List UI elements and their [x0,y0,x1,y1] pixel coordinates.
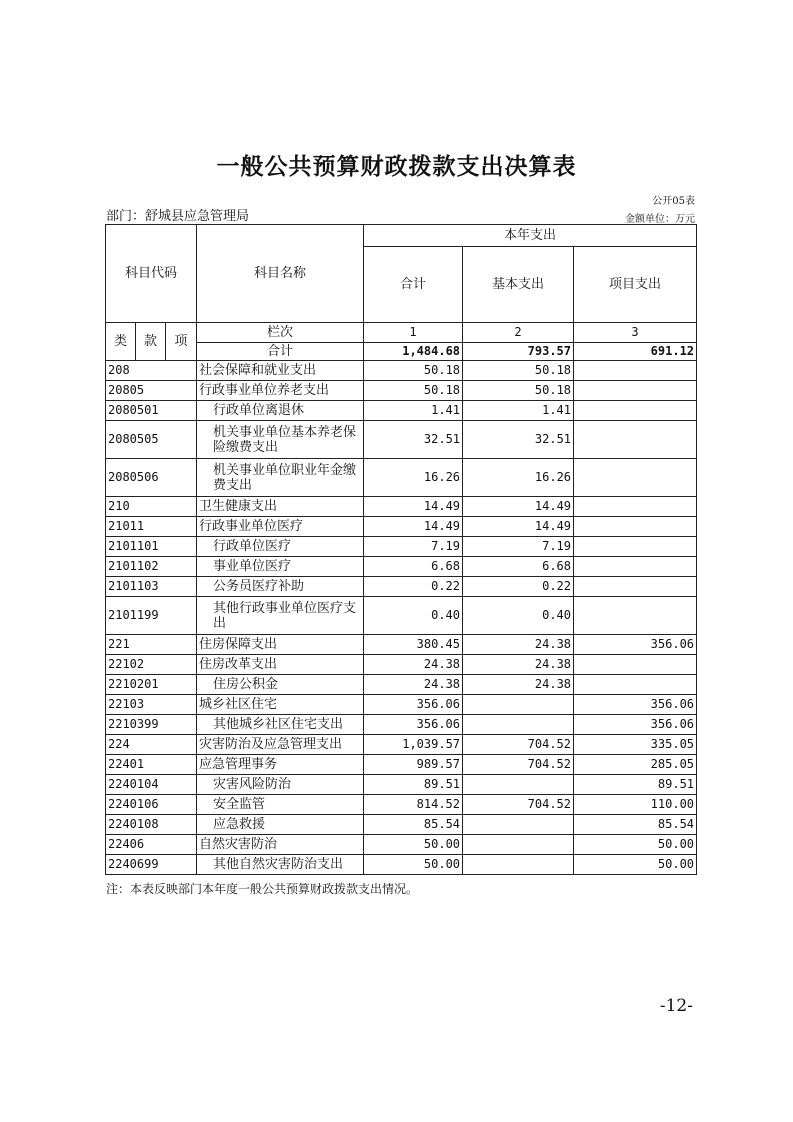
table-row [106,381,697,401]
table-row [106,557,697,577]
row-total: 14.49 [364,497,463,517]
row-name: 灾害风险防治 [197,775,364,795]
row-code: 208 [106,361,197,381]
table-row [106,735,697,755]
header-kuan: 款 [136,323,166,361]
page-title: 一般公共预算财政拨款支出决算表 [216,154,577,180]
row-name: 机关事业单位基本养老保险缴费支出 [197,421,364,459]
row-project [574,675,697,695]
row-total: 7.19 [364,537,463,557]
header-name: 科目名称 [197,225,364,323]
header-project: 项目支出 [574,247,697,323]
row-project: 356.06 [574,695,697,715]
row-code: 2240699 [106,855,197,875]
row-total: 0.22 [364,577,463,597]
table-row [106,361,697,381]
header-col2: 2 [463,323,574,343]
row-code: 21011 [106,517,197,537]
row-code: 22102 [106,655,197,675]
row-project: 335.05 [574,735,697,755]
row-project: 89.51 [574,775,697,795]
row-project [574,597,697,635]
table-row [106,675,697,695]
row-basic: 704.52 [463,795,574,815]
table-row [106,695,697,715]
row-name: 其他自然灾害防治支出 [197,855,364,875]
row-basic [463,695,574,715]
header-row-1 [106,225,697,247]
row-code: 2240104 [106,775,197,795]
row-name: 行政事业单位医疗 [197,517,364,537]
row-basic: 50.18 [463,361,574,381]
row-basic: 0.40 [463,597,574,635]
department-label: 部门：舒城县应急管理局 [106,209,250,224]
row-project [574,401,697,421]
header-lei: 类 [106,323,136,361]
row-total: 380.45 [364,635,463,655]
row-project [574,537,697,557]
table-row [106,497,697,517]
header-lanci: 栏次 [197,323,364,343]
row-name: 行政单位离退休 [197,401,364,421]
row-name: 住房改革支出 [197,655,364,675]
table-note: 注：本表反映部门本年度一般公共预算财政拨款支出情况。 [106,882,419,896]
table-row [106,655,697,675]
row-basic: 0.22 [463,577,574,597]
row-name: 灾害防治及应急管理支出 [197,735,364,755]
row-name: 其他行政事业单位医疗支出 [197,597,364,635]
row-total: 32.51 [364,421,463,459]
row-code: 221 [106,635,197,655]
row-code: 2080505 [106,421,197,459]
row-basic [463,715,574,735]
row-total: 89.51 [364,775,463,795]
header-xiang: 项 [166,323,197,361]
table-row [106,517,697,537]
row-basic: 7.19 [463,537,574,557]
summary-total: 1,484.68 [364,343,463,361]
expenditure-table [105,224,697,875]
row-project [574,459,697,497]
row-basic: 14.49 [463,497,574,517]
row-basic: 6.68 [463,557,574,577]
row-total: 50.18 [364,361,463,381]
summary-basic: 793.57 [463,343,574,361]
table-row [106,755,697,775]
table-row [106,577,697,597]
row-code: 2210399 [106,715,197,735]
table-row [106,401,697,421]
header-col3: 3 [574,323,697,343]
row-project [574,517,697,537]
row-basic: 1.41 [463,401,574,421]
table-row [106,537,697,557]
row-code: 2101102 [106,557,197,577]
row-basic: 24.38 [463,635,574,655]
row-basic [463,815,574,835]
header-code-group: 科目代码 [106,225,197,323]
row-basic: 704.52 [463,735,574,755]
row-total: 814.52 [364,795,463,815]
row-name: 机关事业单位职业年金缴费支出 [197,459,364,497]
row-project [574,381,697,401]
row-name: 事业单位医疗 [197,557,364,577]
header-year-group: 本年支出 [364,225,697,247]
row-basic: 704.52 [463,755,574,775]
row-basic [463,855,574,875]
row-code: 2210201 [106,675,197,695]
row-code: 224 [106,735,197,755]
row-basic: 24.38 [463,675,574,695]
table-row [106,715,697,735]
row-code: 2080506 [106,459,197,497]
row-code: 22406 [106,835,197,855]
summary-label: 合计 [197,343,364,361]
row-total: 0.40 [364,597,463,635]
row-project [574,497,697,517]
row-code: 20805 [106,381,197,401]
row-name: 其他城乡社区住宅支出 [197,715,364,735]
row-total: 6.68 [364,557,463,577]
row-name: 卫生健康支出 [197,497,364,517]
row-basic: 50.18 [463,381,574,401]
row-project [574,655,697,675]
row-basic: 24.38 [463,655,574,675]
row-total: 356.06 [364,695,463,715]
row-name: 行政事业单位养老支出 [197,381,364,401]
row-name: 公务员医疗补助 [197,577,364,597]
row-basic: 32.51 [463,421,574,459]
row-project: 356.06 [574,715,697,735]
row-code: 2240106 [106,795,197,815]
header-basic: 基本支出 [463,247,574,323]
header-col1: 1 [364,323,463,343]
row-total: 356.06 [364,715,463,735]
row-total: 1,039.57 [364,735,463,755]
row-basic: 16.26 [463,459,574,497]
table-row [106,795,697,815]
row-total: 85.54 [364,815,463,835]
row-name: 住房保障支出 [197,635,364,655]
row-total: 14.49 [364,517,463,537]
row-code: 210 [106,497,197,517]
row-project: 356.06 [574,635,697,655]
table-row [106,421,697,459]
page-number: -12- [659,996,693,1016]
row-total: 50.00 [364,855,463,875]
row-project [574,557,697,577]
row-total: 24.38 [364,655,463,675]
row-project [574,421,697,459]
row-project: 85.54 [574,815,697,835]
table-row [106,635,697,655]
row-total: 24.38 [364,675,463,695]
row-name: 自然灾害防治 [197,835,364,855]
row-project: 50.00 [574,855,697,875]
row-project: 50.00 [574,835,697,855]
row-project: 110.00 [574,795,697,815]
row-basic [463,775,574,795]
row-code: 2101101 [106,537,197,557]
row-code: 22401 [106,755,197,775]
row-name: 社会保障和就业支出 [197,361,364,381]
row-basic [463,835,574,855]
row-name: 住房公积金 [197,675,364,695]
form-number: 公开05表 [652,196,695,207]
row-code: 2101103 [106,577,197,597]
header-total: 合计 [364,247,463,323]
row-code: 2080501 [106,401,197,421]
row-total: 16.26 [364,459,463,497]
table-row [106,459,697,497]
row-code: 2240108 [106,815,197,835]
row-project [574,361,697,381]
header-row-3 [106,323,697,343]
row-code: 22103 [106,695,197,715]
row-name: 行政单位医疗 [197,537,364,557]
row-name: 应急管理事务 [197,755,364,775]
row-name: 安全监管 [197,795,364,815]
table-row [106,597,697,635]
summary-project: 691.12 [574,343,697,361]
row-name: 应急救援 [197,815,364,835]
row-code: 2101199 [106,597,197,635]
table-row [106,855,697,875]
row-total: 1.41 [364,401,463,421]
row-total: 989.57 [364,755,463,775]
row-project: 285.05 [574,755,697,775]
amount-unit: 金额单位：万元 [625,214,695,225]
row-basic: 14.49 [463,517,574,537]
table-row [106,775,697,795]
table-row [106,835,697,855]
row-project [574,577,697,597]
row-total: 50.18 [364,381,463,401]
row-name: 城乡社区住宅 [197,695,364,715]
table-row [106,815,697,835]
row-total: 50.00 [364,835,463,855]
